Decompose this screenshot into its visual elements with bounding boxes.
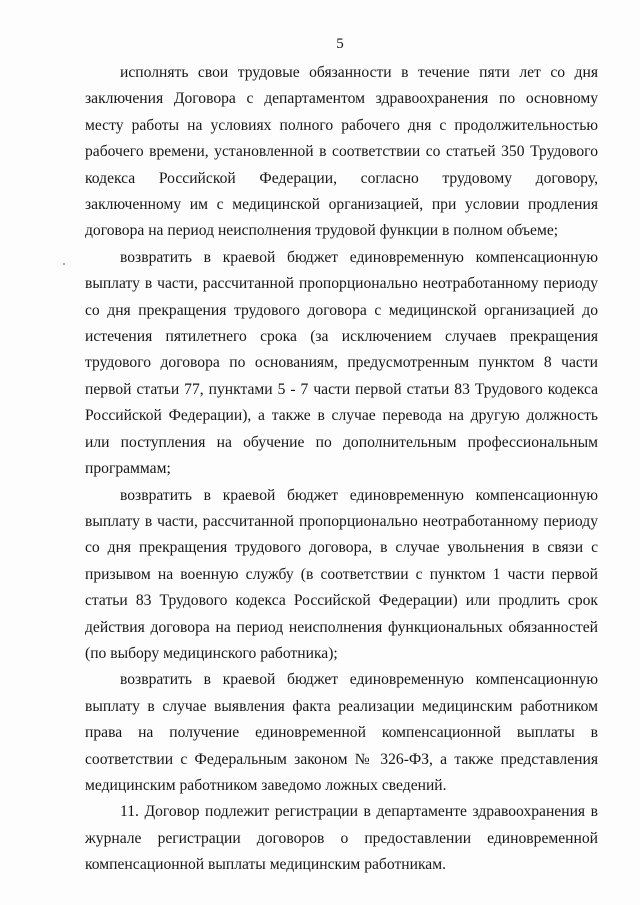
paragraph-work-obligation: исполнять свои трудовые обязанности в течение пяти лет со дня заключения Договора с департаментом здравоохранения по основному месту работы на условиях полного рабочего дня с продолжительностью рабочего времени, установленной в соответствии со статьей 350 Трудового кодекса Российской Федерации, согласно трудовому договору, заключенному им с медицинской организацией, при условии продления договора на период неисполнения трудовой функции в полном объеме; [85,64,598,240]
paragraph-refund-military-service: возвратить в краевой бюджет единовременную компенсационную выплату в части, рассчитанной пропорционально неотработанному периоду со дня прекращения трудового договора, в случае увольнения в связи с призывом на военную службу (в соответствии с пунктом 1 части первой статьи 83 Трудового кодекса Российской Федерации) или продлить срок действия договора на период неисполнения функциональных обязанностей (по выбору медицинского работника); [85,486,598,662]
document-body [85,60,598,879]
paragraph-refund-early-termination: возвратить в краевой бюджет единовременную компенсационную выплату в части, рассчитанной пропорционально неотработанному периоду со дня прекращения трудового договора с медицинской организацией до истечения пятилетнего срока (за исключением случаев прекращения трудового договора по основаниям, предусмотренным пунктом 8 части первой статьи 77, пунктами 5 - 7 части первой статьи 83 Трудового кодекса Российской Федерации), а также в случае перевода на другую должность или поступления на обучение по дополнительным профессиональным программам; [85,248,598,478]
paragraph-refund-false-information: возвратить в краевой бюджет единовременную компенсационную выплату в случае выявления факта реализации медицинским работником права на получение единовременной компенсационной выплаты в соответствии с Федеральным законом № 326-ФЗ, а также представления медицинским работником заведомо ложных сведений. [85,671,598,794]
scan-artifact-dot [63,263,65,265]
page-number: 5 [336,36,344,52]
paragraph-contract-registration: 11. Договор подлежит регистрации в департаменте здравоохранения в журнале регистрации договоров о предоставлении единовременной компенсационной выплаты медицинским работникам. [85,803,598,874]
